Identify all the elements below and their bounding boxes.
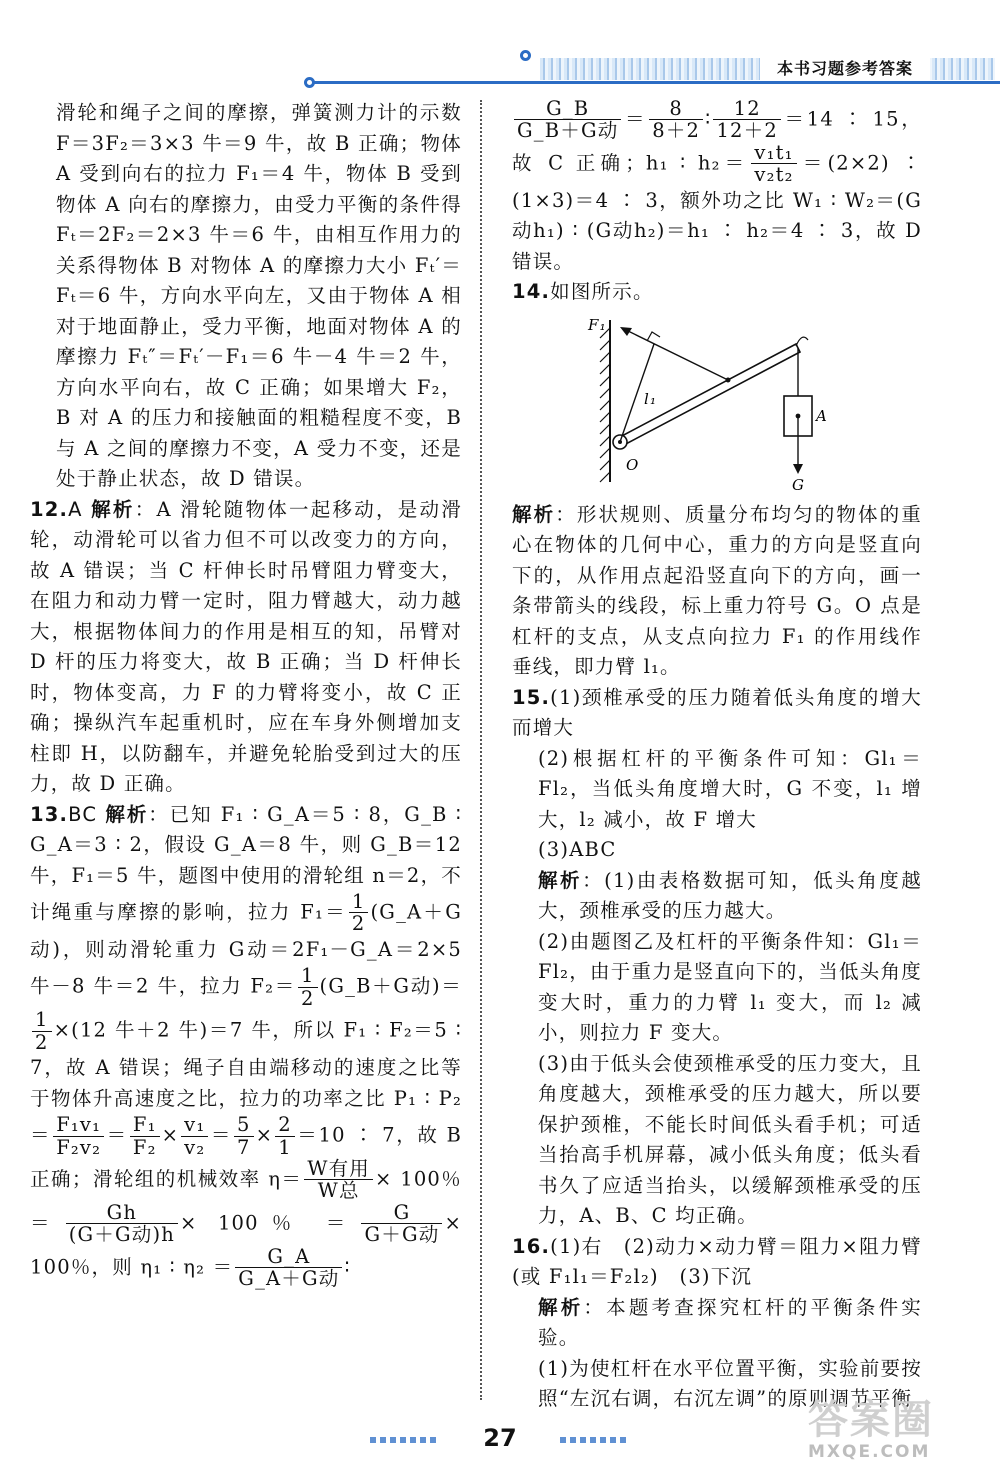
label-o: O: [626, 455, 640, 474]
fraction: $\frac{G\_B}{\text{G\_B＋G动}}$: [514, 98, 621, 142]
header-rule: [310, 81, 1000, 84]
column-divider: [480, 100, 482, 1400]
analysis-label: 解析: [538, 868, 583, 892]
footer-decoration-left: [370, 1437, 440, 1443]
label-g: G: [792, 475, 806, 494]
analysis-label: 解析: [538, 1295, 584, 1319]
footer-decoration-right: [560, 1437, 630, 1443]
question-number: 13.: [30, 802, 69, 826]
fraction: $\frac{\text{W有用}}{\text{W总}}$: [304, 1158, 373, 1202]
q13-answer: 13.BC 解析：已知 F₁ ∶ G_A＝5 ∶ 8，G_B ∶ G_A＝3 ∶ 2，假设 G_A＝8 牛，则 G_B＝12 牛，F₁＝5 牛，题图中使用的滑轮组 n＝2，不计绳重与摩擦的影响，拉力 F₁＝ $\frac{1}{2}$ (G_A＋G动)，则动滑轮重力 G动＝2F₁－G_A＝2×5 牛－8 牛＝2 牛，拉力 F₂＝ $\frac{1}{2}$ (G_B＋G动)＝ $\frac{1}{2}$ ×(12 牛＋2 牛)＝7 牛，所以 F₁ ∶ F₂＝5 ∶ 7，故 A 错误；绳子自由端移动的速度之比等于物体升高速度之比，拉力的功率之比 P₁ ∶ P₂＝ $\frac{\text{F₁v₁}}{\text{F₂v₂}}$ ＝ $\frac{\text{F₁}}{\text{F₂}}$ × $\frac{\text{v₁}}{\text{v₂}}$ ＝ $\frac{5}{7}$ × $\frac{2}{1}$ ＝10 ∶ 7，故 B 正确；滑轮组的机械效率 η＝ $\frac{\text{W有用}}{\text{W总}}$ × 100％ ＝ $\frac{Gh}{\text{(G＋G动)h}}$ × 100％ ＝ $\frac{G}{\text{G＋G动}}$ × 100％，则 η₁ ∶ η₂ ＝ $\frac{G\_A}{\text{G\_A＋G动}}$ ∶: [30, 802, 463, 1291]
fraction: $\frac{2}{1}$: [275, 1114, 295, 1158]
analysis-label: 解析: [91, 497, 135, 521]
force-f1-line: [626, 330, 728, 380]
q11-continuation: 滑轮和绳子之间的摩擦，弹簧测力计的示数 F＝3F₂＝3×3 牛＝9 牛，故 B 正确；物体 A 受到向右的拉力 F₁＝4 牛，物体 B 受到物体 A 向右的摩擦力，由受力平衡的条件得 Fₜ＝2F₂＝2×3 牛＝6 牛，由相互作用力的关系得物体 B 对物体 A 的摩擦力大小 Fₜ′＝Fₜ＝6 牛，方向水平向左，又由于物体 A 相对于地面静止，受力平衡，地面对物体 A 的摩擦力 Fₜ″＝Fₜ′－F₁＝6 牛－4 牛＝2 牛，方向水平向右，故 C 正确；如果增大 F₂，B 对 A 的压力和接触面的粗糙程度不变，B 与 A 之间的摩擦力不变，A 受力不变，还是处于静止状态，故 D 错误。: [56, 101, 462, 490]
fraction: $\frac{\text{v₁}}{\text{v₂}}$: [181, 1114, 208, 1158]
fraction: $\frac{\text{F₁}}{\text{F₂}}$: [130, 1114, 160, 1158]
answer-part-1: (1)颈椎承受的压力随着低头角度的增大而增大: [512, 685, 922, 740]
q15-analysis: [512, 866, 922, 927]
question-number: 14.: [512, 280, 551, 304]
q15-analysis-2: (2)由题图乙及杠杆的平衡条件知：Gl₁＝Fl₂，由于重力是竖直向下的，当低头角度变大时，重力的力臂 l₁ 变大，而 l₂ 减小，则拉力 F 变大。: [538, 929, 922, 1045]
wall-hatching: [600, 328, 610, 482]
header-rule-dot: [520, 50, 531, 61]
answer-text: (1)右 (2)动力×动力臂＝阻力×阻力臂(或 F₁l₁＝F₂l₂) (3)下沉: [512, 1234, 922, 1289]
lever-diagram: [512, 310, 922, 492]
fraction: $\frac{\text{F₁v₁}}{\text{F₂v₂}}$: [53, 1114, 104, 1158]
right-column: [512, 98, 922, 1415]
fraction: $\frac{12}{12+2}$: [713, 98, 781, 142]
force-application-point: [726, 377, 731, 382]
page-number: 27: [483, 1424, 517, 1452]
right-angle-mark: [647, 332, 660, 341]
q16-analysis-2: (1)为使杠杆在水平位置平衡，实验前要按照“左沉右调，右沉左调”的原则调节平衡: [538, 1356, 922, 1411]
left-column: [30, 98, 462, 1290]
header-title: 本书习题参考答案: [760, 57, 930, 81]
analysis-text: ∶: [344, 1255, 351, 1279]
analysis-label: 解析: [512, 502, 556, 526]
analysis-text: ＝(2×2) ∶ (1×3)＝4 ∶ 3，额外功之比 W₁ ∶ W₂＝(G动h₁) ∶ (G动h₂)＝h₁ ∶ h₂＝4 ∶ 3，故 D 错误。: [512, 151, 922, 273]
fraction: $\frac{Gh}{\text{(G＋G动)h}}$: [66, 1202, 178, 1246]
fraction: $\frac{8}{8+2}$: [649, 98, 703, 142]
analysis-text: ×(12 牛＋2 牛)＝7 牛，所以 F₁ ∶ F₂＝5 ∶ 7，故 A 错误；绳子自由端移动的速度之比等于物体升高速度之比，拉力的功率之比 P₁ ∶ P₂＝: [30, 1018, 462, 1147]
analysis-text: ：形状规则、质量分布均匀的物体的重心在物体的几何中心，重力的方向是竖直向下的，从作用点起沿竖直向下的方向，画一条带箭头的线段，标上重力符号 G。O 点是杠杆的支点，从支点向拉力 F₁ 的作用线作垂线，即力臂 l₁。: [512, 502, 922, 679]
q14-answer: [512, 277, 922, 308]
analysis-text: ＝10 ∶ 7，故 B 正确；滑轮组的机械效率 η＝: [30, 1123, 463, 1191]
analysis-text: ：A 滑轮随物体一起移动，是动滑轮，动滑轮可以省力但不可以改变力的方向，故 A 错误；当 C 杆伸长时吊臂阻力臂变大，在阻力和动力臂一定时，阻力臂越大，动力越大，根据物体间力的作用是相互的知，吊臂对 D 杆的压力将变大，故 B 正确；当 D 杆伸长时，物体变高，力 F 的力臂将变小，故 C 正确；操纵汽车起重机时，应在车身外侧增加支柱即 H，以防翻车，并避免轮胎受到过大的压力，故 D 正确。: [30, 497, 463, 795]
q15-answer-part-3: (3)ABC: [538, 838, 617, 862]
label-f1: F₁: [588, 315, 607, 334]
fraction: $\frac{1}{2}$: [349, 891, 369, 935]
rope-hook: [796, 337, 808, 346]
q14-analysis: [512, 500, 922, 683]
q15-answer: [512, 683, 922, 744]
analysis-text: ：(1)由表格数据可知，低头角度越大，颈椎承受的压力越大。: [538, 868, 922, 923]
answer-choice: A: [68, 497, 83, 521]
q13-continuation: $\frac{G\_B}{\text{G\_B＋G动}}$ ＝ $\frac{8}{8+2}$ ∶ $\frac{12}{12+2}$ ＝14 ∶ 15，故 C 正确；h₁ ∶ h₂＝ $\frac{\text{v₁t₁}}{\text{v₂t₂}}$ ＝(2×2) ∶ (1×3)＝4 ∶ 3，额外功之比 W₁ ∶ W₂＝(G动h₁) ∶ (G动h₂)＝h₁ ∶ h₂＝4 ∶ 3，故 D 错误。: [512, 97, 923, 273]
analysis-text: (G_B＋G动)＝: [319, 974, 462, 998]
watermark-logo: 答案圈: [808, 1397, 934, 1443]
fraction: $\frac{1}{2}$: [32, 1009, 52, 1053]
label-a: A: [816, 406, 829, 425]
analysis-text: (G_A＋G动)，则动滑轮重力 G动＝2F₁－G_A＝2×5 牛－8 牛＝2 牛，拉力 F₂＝: [30, 900, 462, 998]
fraction: $\frac{5}{7}$: [234, 1114, 254, 1158]
label-l1: l₁: [644, 389, 658, 408]
analysis-text: × 100％ ＝: [30, 1167, 462, 1235]
analysis-label: 解析: [105, 802, 149, 826]
gravity-arrow-head: [793, 464, 803, 474]
q15-analysis-3: (3)由于低头会使颈椎承受的压力变大，且角度越大，颈椎承受的压力越大，所以要保护颈椎，不能长时间低头看手机；可适当抬高手机屏幕，减小低头角度；低头看书久了应适当抬头，以缓解颈椎承受的压力，A、B、C 均正确。: [538, 1051, 922, 1228]
analysis-text: × 100％ ＝: [180, 1211, 360, 1235]
lever-diagram-svg: [582, 310, 829, 494]
q12-answer: [30, 495, 462, 800]
analysis-text: × 100％，则 η₁ ∶ η₂ ＝: [30, 1211, 462, 1279]
fraction: $\frac{1}{2}$: [298, 965, 318, 1009]
analysis-text: ：本题考查探究杠杆的平衡条件实验。: [538, 1295, 922, 1350]
q16-analysis: [512, 1293, 922, 1354]
question-number: 15.: [512, 685, 551, 709]
watermark: [808, 1398, 988, 1468]
question-number: 12.: [30, 497, 69, 521]
analysis-text: ＝14 ∶ 15，故 C 正确；h₁ ∶ h₂＝: [512, 107, 923, 175]
answer-text: 如图所示。: [550, 280, 654, 304]
answer-choice: BC: [68, 802, 98, 826]
question-number: 16.: [512, 1234, 551, 1258]
q16-answer: [512, 1232, 922, 1293]
q15-answer-part-2: (2)根据杠杆的平衡条件可知：Gl₁＝Fl₂，当低头角度增大时，G 不变，l₁ 增大，l₂ 减小，故 F 增大: [538, 746, 922, 831]
analysis-text: ：已知 F₁ ∶ G_A＝5 ∶ 8，G_B ∶ G_A＝3 ∶ 2，假设 G_A＝8 牛，则 G_B＝12 牛，F₁＝5 牛，题图中使用的滑轮组 n＝2，不计绳重与摩擦的影响，拉力 F₁＝: [30, 802, 462, 924]
fraction: $\frac{\text{v₁t₁}}{\text{v₂t₂}}$: [751, 142, 796, 186]
header-rule-dot: [304, 77, 315, 88]
fraction: $\frac{G\_A}{\text{G\_A＋G动}}$: [235, 1246, 342, 1290]
watermark-url: MXQE.COM: [808, 1442, 931, 1462]
fraction: $\frac{G}{\text{G＋G动}}$: [361, 1202, 442, 1246]
